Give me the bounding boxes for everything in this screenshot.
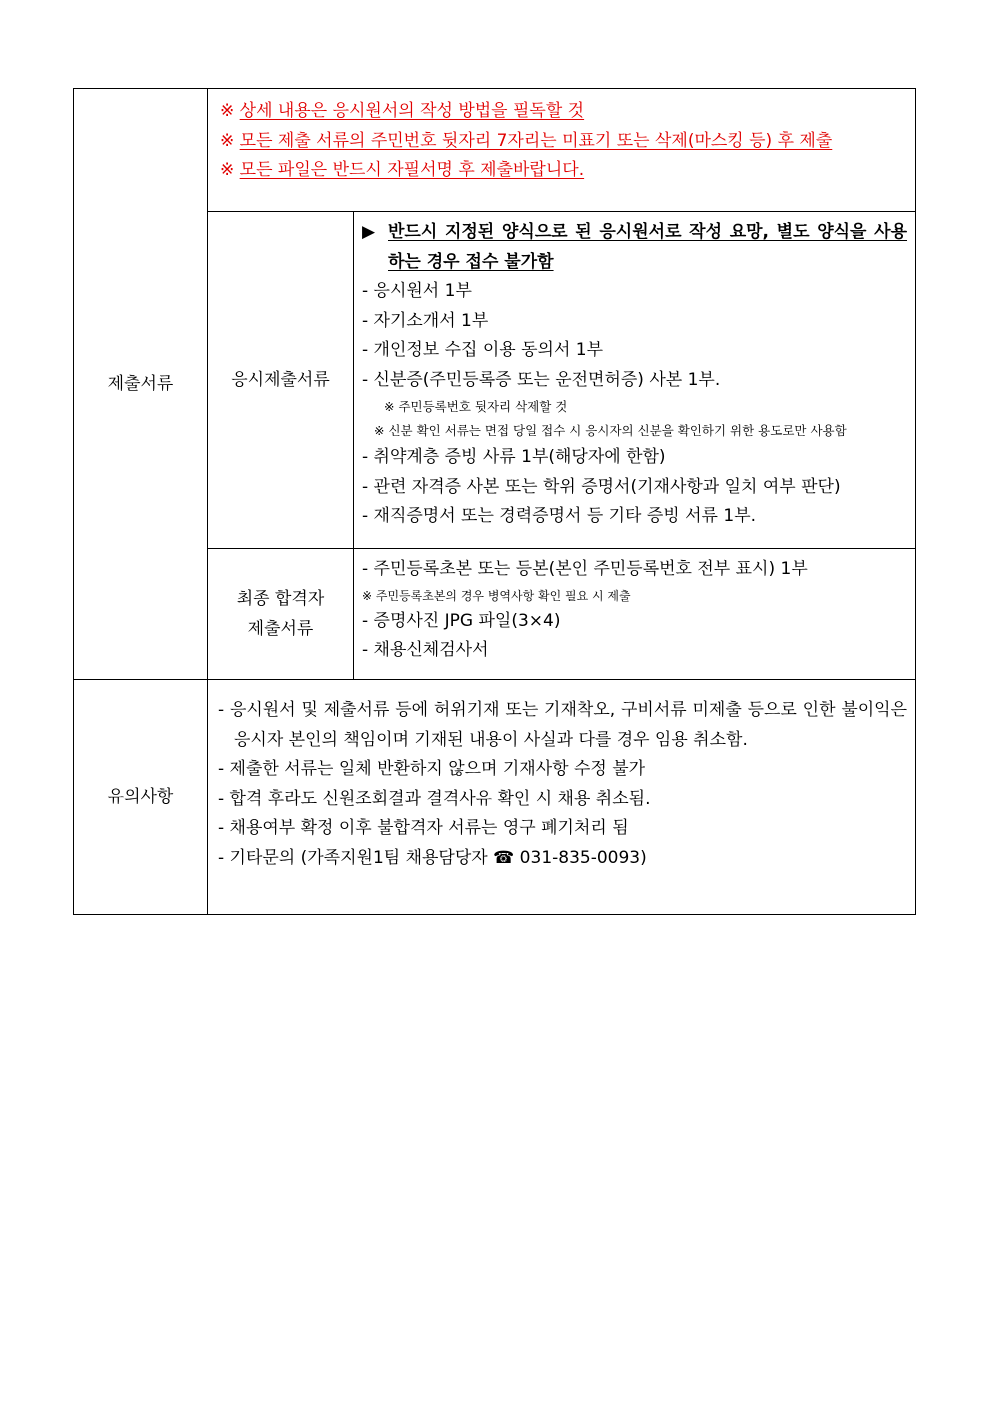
- form-notice: ▶ 반드시 지정된 양식으로 된 응시원서로 작성 요망, 별도 양식을 사용하는 경우 접수 불가함: [362, 218, 907, 277]
- application-docs-label: 응시제출서류: [208, 212, 354, 549]
- doc-sub-note: ※ 신분 확인 서류는 면접 당일 접수 시 응시자의 신분을 확인하기 위한 용도로만 사용함: [374, 423, 847, 438]
- caution-item: - 제출한 서류는 일체 반환하지 않으며 기재사항 수정 불가: [218, 759, 646, 779]
- note-signature: ※ 모든 파일은 반드시 자필서명 후 제출바랍니다.: [220, 160, 585, 180]
- note-masking: ※ 모든 제출 서류의 주민번호 뒷자리 7자리는 미표기 또는 삭제(마스킹 등) 후 제출: [220, 130, 833, 151]
- doc-item: - 관련 자격증 사본 또는 학위 증명서(기재사항과 일치 여부 판단): [362, 476, 841, 497]
- cautions-list: [208, 680, 916, 915]
- doc-item: - 주민등록초본 또는 등본(본인 주민등록번호 전부 표시) 1부: [362, 559, 808, 579]
- note-detail: ※ 상세 내용은 응시원서의 작성 방법을 필독할 것: [220, 101, 585, 121]
- final-docs-list: [354, 549, 916, 680]
- caution-item: - 채용여부 확정 이후 불합격자 서류는 영구 폐기처리 됨: [218, 818, 629, 838]
- cautions-label: 유의사항: [74, 680, 208, 915]
- doc-item: - 개인정보 수집 이용 동의서 1부: [362, 340, 604, 360]
- submission-notes: [208, 89, 916, 212]
- caution-item: - 기타문의 (가족지원1팀 채용담당자 ☎ 031-835-0093): [218, 847, 647, 868]
- submission-docs-label: 제출서류: [74, 89, 208, 680]
- doc-item: - 응시원서 1부: [362, 281, 472, 301]
- arrow-icon: ▶: [362, 222, 376, 242]
- doc-item: - 증명사진 JPG 파일(3×4): [362, 610, 561, 631]
- doc-item: - 채용신체검사서: [362, 640, 489, 660]
- doc-sub-note: ※ 주민등록번호 뒷자리 삭제할 것: [384, 399, 568, 414]
- caution-item: - 합격 후라도 신원조회결과 결격사유 확인 시 채용 취소됨.: [218, 788, 651, 809]
- doc-item: - 신분증(주민등록증 또는 운전면허증) 사본 1부.: [362, 369, 721, 390]
- doc-item: - 재직증명서 또는 경력증명서 등 기타 증빙 서류 1부.: [362, 506, 757, 526]
- application-docs-list: [354, 212, 916, 549]
- doc-item: - 자기소개서 1부: [362, 310, 489, 331]
- doc-sub-note: ※ 주민등록초본의 경우 병역사항 확인 필요 시 제출: [362, 588, 631, 603]
- caution-item: - 응시원서 및 제출서류 등에 허위기재 또는 기재착오, 구비서류 미제출 등으로 인한 불이익은 응시자 본인의 책임이며 기재된 내용이 사실과 다를 경우 임용 취소함.: [218, 700, 908, 750]
- recruitment-info-table: [73, 88, 916, 915]
- final-docs-label: 최종 합격자 제출서류: [208, 549, 354, 680]
- doc-item: - 취약계층 증빙 사류 1부(해당자에 한함): [362, 447, 666, 467]
